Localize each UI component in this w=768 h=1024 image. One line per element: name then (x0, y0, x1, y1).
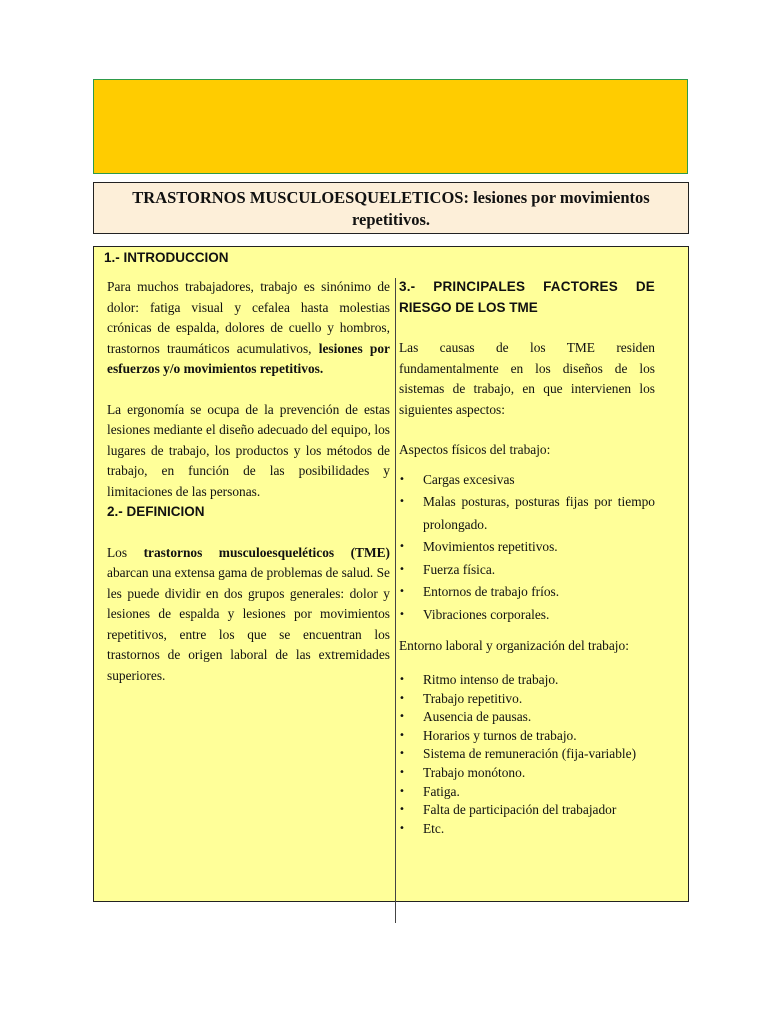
list-item-text: Malas posturas, posturas fijas por tiempo prolongado. (423, 494, 655, 532)
bullet-icon: • (399, 692, 405, 704)
intro-heading: 1.- INTRODUCCION (104, 250, 229, 265)
list-item (399, 727, 655, 746)
list-item-text: Ritmo intenso de trabajo. (423, 672, 559, 687)
bullet-icon: • (399, 729, 405, 741)
bullet-icon: • (399, 822, 405, 834)
list-item (399, 690, 655, 709)
document-title (93, 182, 689, 234)
intro-paragraph-1-bold: lesiones por esfuerzos y/o movimientos repetitivos. (107, 340, 390, 376)
list-item-text: Falta de participación del trabajador (423, 802, 617, 818)
definicion-lead: Los (107, 544, 144, 560)
bullet-icon: • (399, 711, 405, 723)
list-item-text: Movimientos repetitivos. (423, 539, 558, 554)
definicion-rest: abarcan una extensa gama de problemas de salud. Se les puede dividir en dos grupos generales: dolor y lesiones de espalda y lesiones por movimientos repetitivos, entre los que se encuentran los trastornos de origen laboral de las extremidades superiores. (107, 565, 390, 683)
intro-paragraph-1 (107, 277, 390, 380)
list-item-text: Vibraciones corporales. (423, 606, 550, 622)
list-item (399, 801, 655, 820)
factores-heading-line-1: 3.- PRINCIPALES FACTORES DE (399, 279, 655, 294)
title-line-2: repetitivos. (351, 210, 431, 229)
intro-paragraph-1-text: Para muchos trabajadores, trabajo es sinónimo de dolor: fatiga visual y cefalea hasta molestias crónicas de espalda, dolores de cuello y hombros, trastornos traumáticos acumulativos, (107, 279, 390, 356)
list-item-text: Sistema de remuneración (fija-variable) (423, 746, 637, 762)
definicion-paragraph (107, 543, 390, 687)
fisicos-list (399, 469, 655, 627)
list-item (399, 783, 655, 802)
bullet-icon: • (399, 496, 405, 507)
definicion-heading: 2.- DEFINICION (107, 504, 205, 519)
entorno-label: Entorno laboral y organización del trabajo: (399, 638, 629, 653)
factores-heading-line-2: RIESGO DE LOS TME (399, 299, 538, 315)
list-item (399, 820, 655, 839)
list-item (399, 536, 655, 559)
list-item-text: Entornos de trabajo fríos. (423, 584, 560, 599)
title-line-1: TRASTORNOS MUSCULOESQUELETICOS: lesiones por movimientos (132, 188, 650, 207)
header-color-band (93, 79, 688, 174)
list-item (399, 671, 655, 690)
list-item (399, 764, 655, 783)
list-item-text: Trabajo repetitivo. (423, 690, 523, 706)
factores-intro: Las causas de los TME residen fundamentalmente en los diseños de los sistemas de trabajo, en que intervienen los siguientes aspectos: (399, 340, 655, 417)
list-item (399, 491, 655, 536)
list-item (399, 745, 655, 764)
list-item-text: Fuerza física. (423, 561, 496, 577)
bullet-icon: • (399, 748, 405, 760)
bullet-icon: • (399, 785, 405, 797)
bullet-icon: • (399, 586, 405, 597)
bullet-icon: • (399, 608, 405, 620)
bullet-icon: • (399, 766, 405, 778)
bullet-icon: • (399, 541, 405, 552)
list-item (399, 604, 655, 627)
intro-paragraph-2: La ergonomía se ocupa de la prevención de estas lesiones mediante el diseño adecuado del equipo, los lugares de trabajo, los productos y los métodos de trabajo, en función de las posibilidades y limitaciones de las personas. (107, 401, 390, 499)
right-column (399, 277, 655, 838)
bullet-icon: • (399, 563, 405, 575)
left-column (107, 277, 390, 686)
list-item-text: Trabajo monótono. (423, 764, 526, 780)
list-item (399, 708, 655, 727)
definicion-bold: trastornos musculoesqueléticos (TME) (143, 544, 390, 560)
bullet-icon: • (399, 804, 405, 816)
bullet-icon: • (399, 473, 405, 485)
list-item (399, 581, 655, 604)
bullet-icon: • (399, 674, 405, 685)
list-item-text: Etc. (423, 820, 445, 836)
list-item-text: Horarios y turnos de trabajo. (423, 727, 577, 743)
list-item (399, 559, 655, 582)
list-item-text: Ausencia de pausas. (423, 709, 532, 725)
list-item-text: Fatiga. (423, 783, 460, 799)
entorno-list (399, 671, 655, 838)
column-divider (395, 278, 396, 923)
list-item-text: Cargas excesivas (423, 471, 515, 487)
fisicos-label: Aspectos físicos del trabajo: (399, 442, 551, 457)
list-item (399, 469, 655, 492)
